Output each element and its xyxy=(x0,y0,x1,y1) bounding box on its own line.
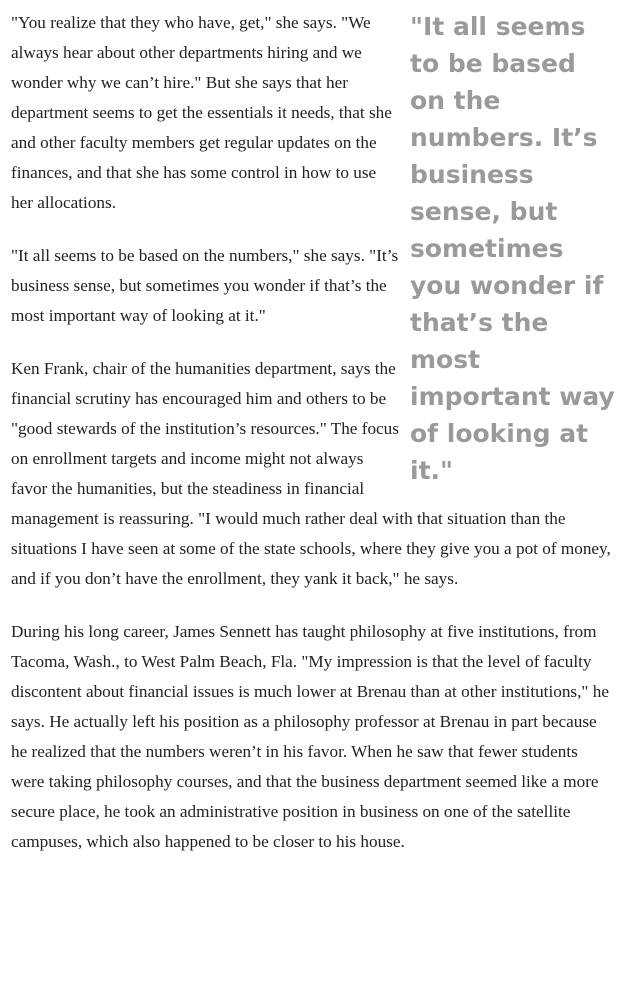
pull-quote: "It all seems to be based on the numbers. It’s business sense, but sometimes you wonder if that’s the most important way of looking at it." xyxy=(410,12,615,485)
paragraph-3: Ken Frank, chair of the humanities department, says the financial scrutiny has encouraged him and others to be "good stewards of the institution’s resources." The focus on enrollment targets and income might not always favor the humanities, but the steadiness in financial management is reassuring. "I would much rather deal with that situation than the situations I have seen at some of the state schools, where they give you a pot of money, and if you don’t have the enrollment, they yank it back," he says. xyxy=(11,359,611,588)
paragraph-4: During his long career, James Sennett has taught philosophy at five institutions, from Tacoma, Wash., to West Palm Beach, Fla. "My impression is that the level of faculty discontent about financial issues is much lower at Brenau than at other institutions," he says. He actually left his position as a philosophy professor at Brenau in part because he realized that the numbers weren’t in his favor. When he saw that fewer students were taking philosophy courses, and that the business department seemed like a more secure place, he took an administrative position in business on one of the satellite campuses, which also happened to be closer to his house. xyxy=(11,622,609,851)
paragraph-2: "It all seems to be based on the numbers," she says. "It’s business sense, but sometimes you wonder if that’s the most important way of looking at it." xyxy=(11,246,399,325)
paragraph-1: "You realize that they who have, get," she says. "We always hear about other departments hiring and we wonder why we can’t hire." But she says that her department seems to get the essentials it needs, that she and other faculty members get regular updates on the finances, and that she has some control in how to use her allocations. xyxy=(11,13,392,212)
article-body xyxy=(11,8,615,880)
